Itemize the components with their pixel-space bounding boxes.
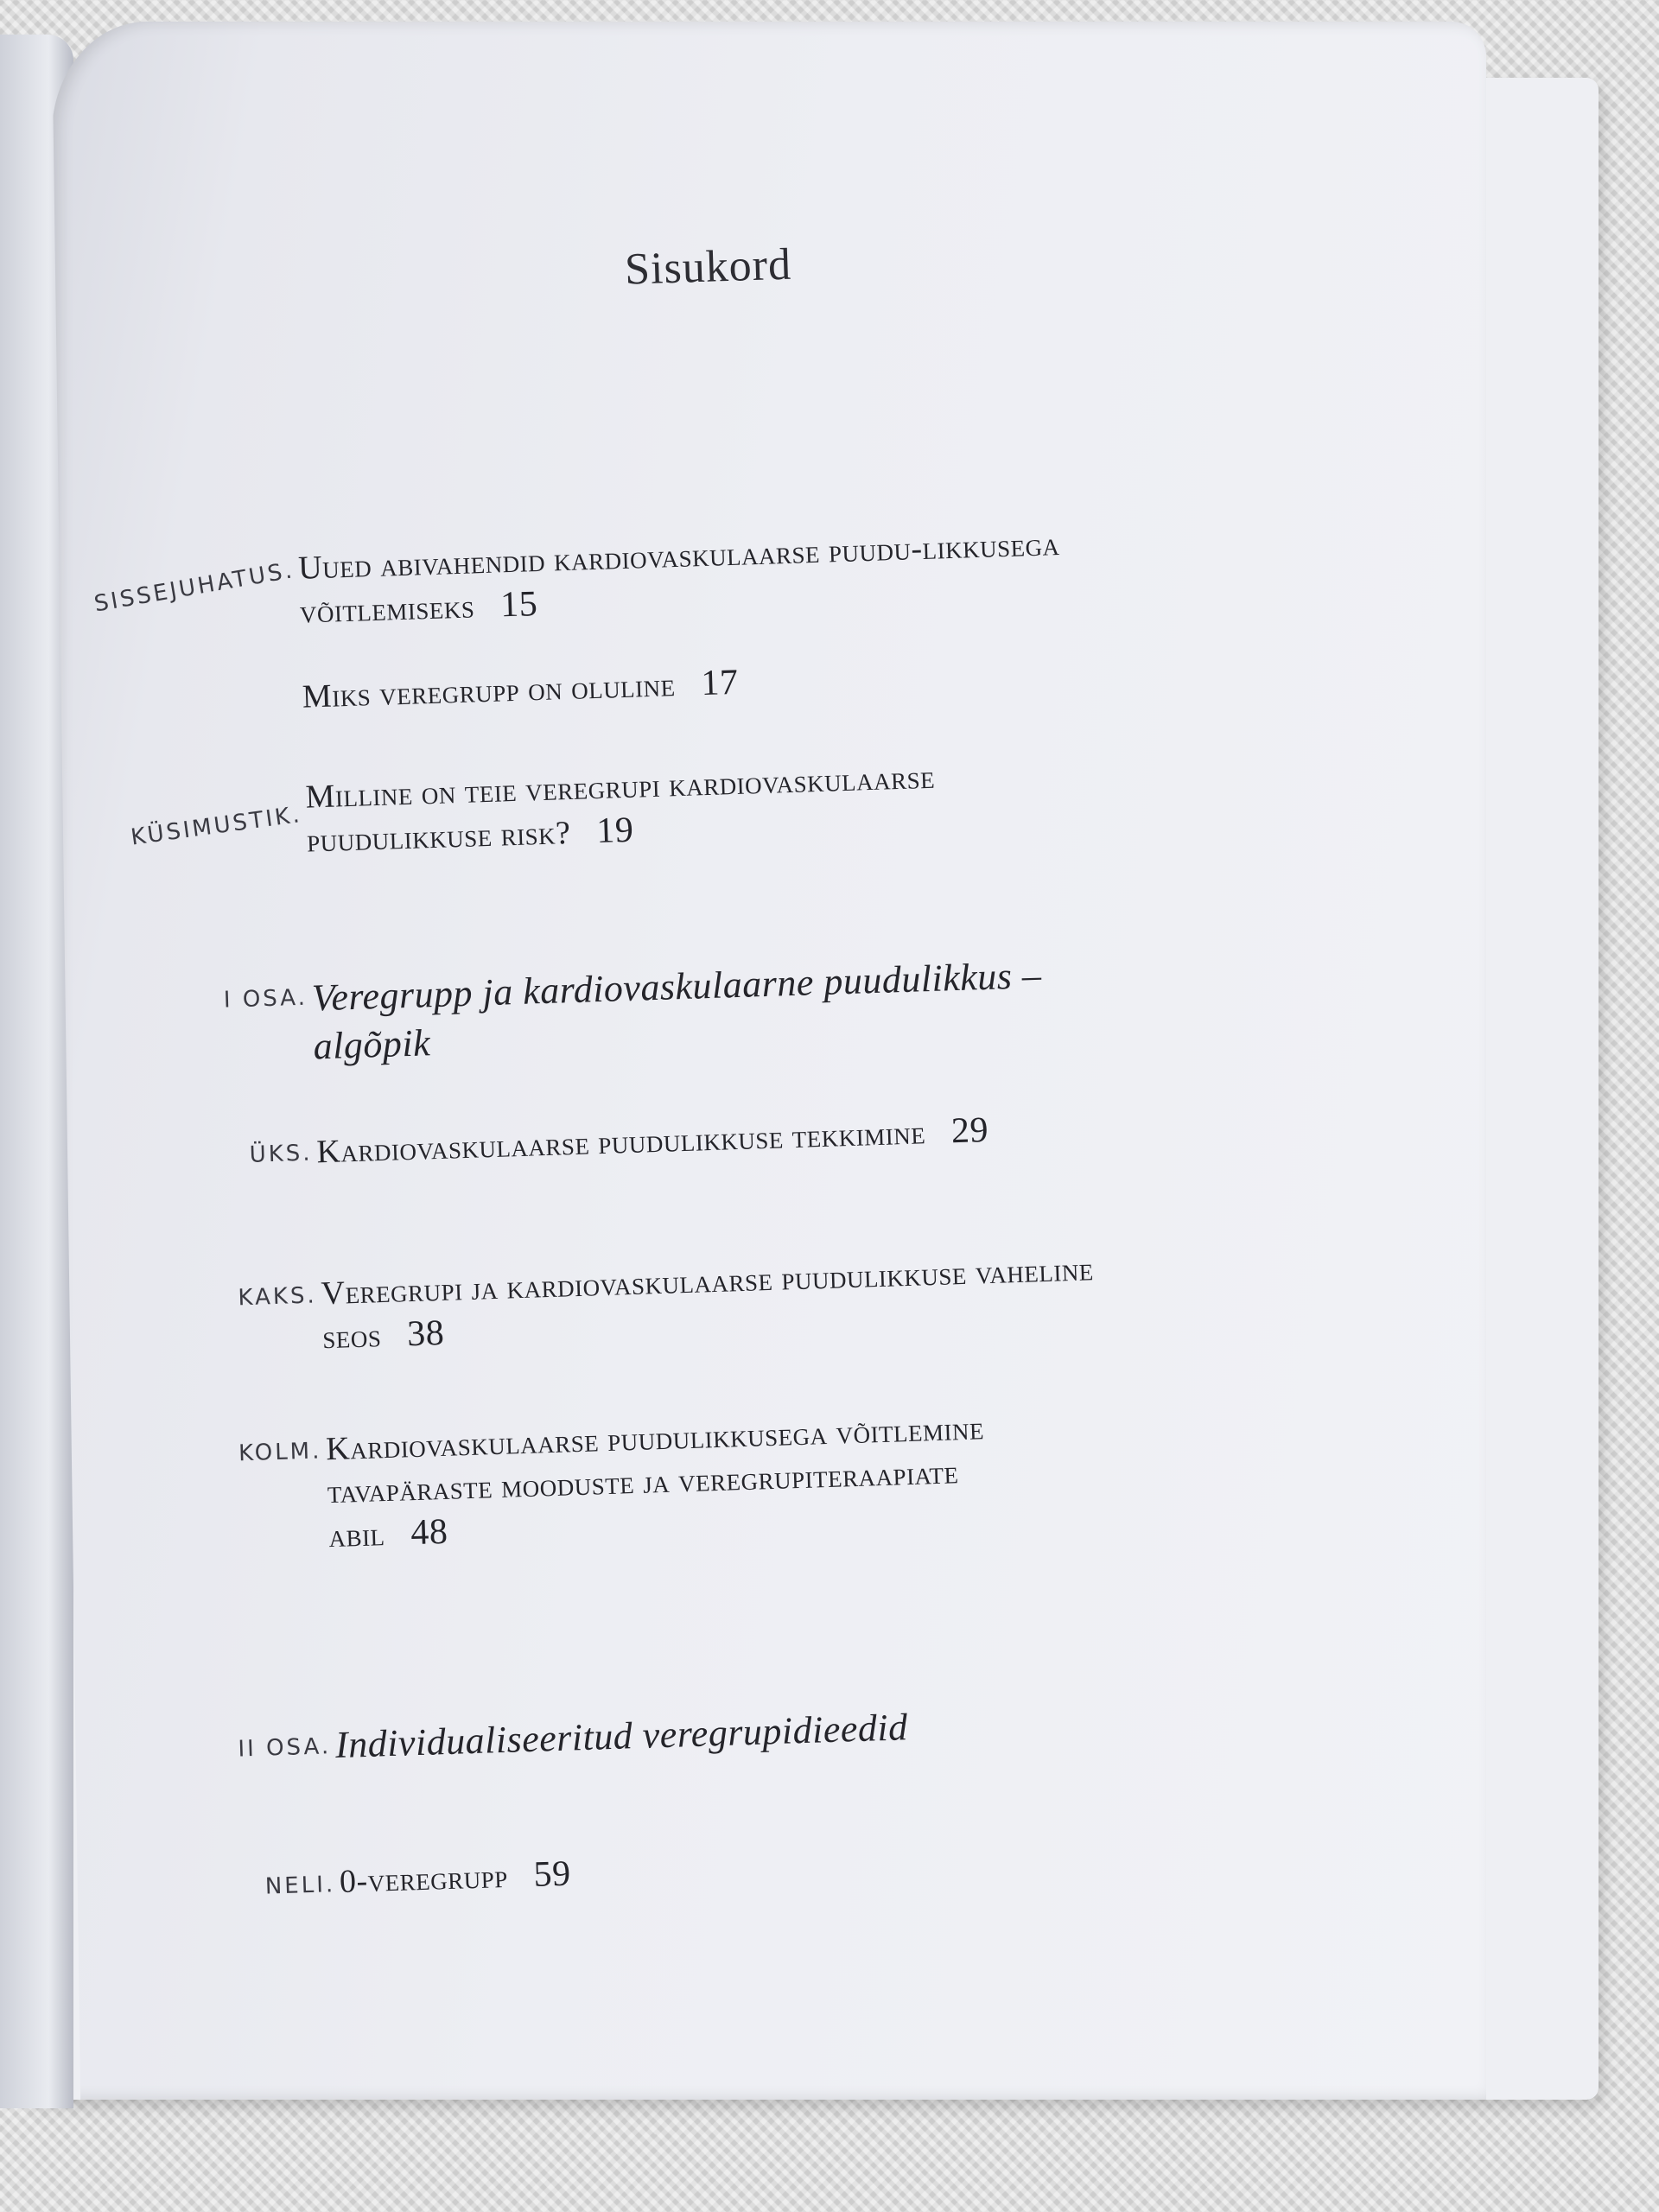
toc-page-number: 15 [499, 584, 538, 626]
toc-entry-text: Individualiseeritud veregrupidieedid [334, 1706, 909, 1767]
toc-entry-label: II OSA. [238, 1733, 332, 1763]
toc-part-title [311, 950, 1091, 1071]
toc-entry-title [326, 1407, 1003, 1558]
toc-entry-text: Veregrupi ja kardiovaskulaarse puudulikkuse vaheline seos [320, 1251, 1095, 1357]
toc-entry-label: KAKS. [238, 1282, 318, 1312]
toc-entry-chapter-four [23, 1831, 1232, 1900]
toc-entry-text: 0-veregrupp [339, 1858, 509, 1900]
page-title: Sisukord [624, 239, 792, 295]
toc-entry-why-blood-type [0, 646, 1196, 715]
toc-part-title [334, 1697, 1113, 1770]
toc-entry-chapter-three [10, 1400, 1219, 1555]
toc-page-number: 19 [595, 810, 635, 852]
toc-entry-text: Veregrupp ja kardiovaskulaarne puudulikkus – algõpik [311, 953, 1043, 1068]
toc-entry-title [302, 650, 1080, 718]
toc-entry-label: I OSA. [223, 984, 308, 1014]
toc-entry-title [297, 522, 1077, 633]
toc-entry-label: KÜSIMUSTIK. [129, 801, 304, 851]
toc-page-number: 17 [700, 662, 740, 704]
toc-page-number: 29 [950, 1109, 989, 1152]
toc-page-number: 59 [532, 1853, 572, 1895]
toc-entry-title [339, 1835, 1117, 1904]
toc-entry-text: Kardiovaskulaarse puudulikkusega võitlemine tavapäraste mooduste ja veregrupiteraapiate abil [325, 1410, 985, 1555]
toc-entry-chapter-two [5, 1244, 1214, 1357]
toc-entry-title [305, 751, 1085, 862]
toc-entry-text: Uued abivahendid kardiovaskulaarse puudu-likkusega võitlemiseks [297, 526, 1061, 631]
toc-entry-chapter-one [1, 1102, 1210, 1171]
toc-entry-label: SISSEJUHATUS. [92, 557, 296, 618]
toc-entry-questionnaire [0, 747, 1198, 860]
toc-page-number: 38 [406, 1313, 445, 1355]
toc-entry-introduction [0, 518, 1192, 631]
toc-entry-text: Kardiovaskulaarse puudulikkuse tekkimine [315, 1115, 926, 1171]
toc-page-number: 48 [410, 1511, 449, 1554]
toc-entry-label: KOLM. [238, 1438, 322, 1467]
toc-part-one [0, 946, 1205, 1068]
toc-entry-text: Miks veregrupp on oluline [302, 667, 677, 715]
toc-entry-label: ÜKS. [249, 1140, 313, 1168]
toc-entry-label: NELI. [264, 1872, 336, 1900]
toc-entry-title [321, 1248, 1101, 1359]
toc-entry-text: Milline on teie veregrupi kardiovaskulaarse puudulikkuse risk? [304, 759, 936, 860]
toc-part-two [19, 1694, 1228, 1767]
toc-entry-title [316, 1105, 1095, 1173]
